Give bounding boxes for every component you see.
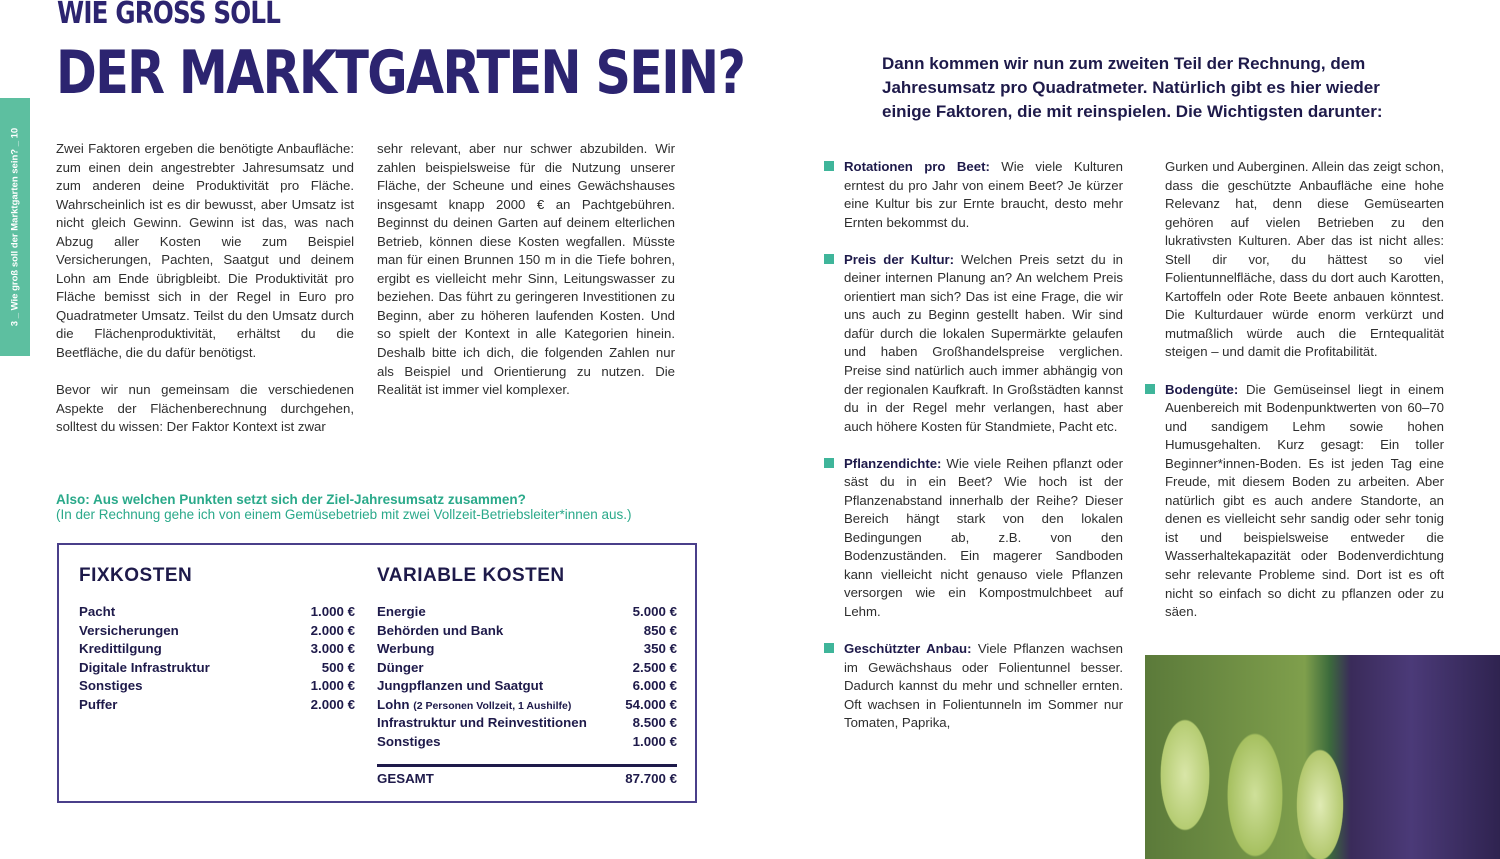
cost-value: 350 € bbox=[643, 641, 677, 656]
factor-term: Geschützter Anbau: bbox=[844, 641, 972, 657]
cost-value: 1.000 € bbox=[310, 678, 355, 693]
bullet-square-icon bbox=[824, 643, 834, 653]
cost-row bbox=[79, 623, 355, 642]
cost-row bbox=[79, 697, 355, 716]
cost-row bbox=[79, 604, 355, 623]
chapter-label: 3 _ Wie groß soll der Marktgarten sein? _ 10 bbox=[9, 127, 21, 327]
factor-text: Welchen Preis setzt du in deiner internen Planung an? An welchem Preis orientiert man sich? Das ist eine Frage, die wir uns auch zu Beginn gestellt haben. Wir sind dafür durch die lokalen Supermärkte gelaufen und haben Großhandelspreise verglichen. Preise sind natürlich auch immer abhängig von der regionalen Kaufkraft. In Großstädten kannst du in der Regel mehr verlangen, hast aber auch höhere Kosten für Standmiete, Pacht etc. bbox=[844, 251, 1123, 434]
chapter-tab bbox=[0, 98, 30, 356]
corn-and-beans-photo bbox=[1145, 655, 1500, 859]
cost-label: Pacht bbox=[79, 604, 116, 619]
paragraph: sehr relevant, aber nur schwer abzubilden. Wir zahlen beispielsweise für die Nutzung unserer Fläche, der Scheune und eines Gewächshauses insgesamt knapp 2000 € an Pachtgebühren. Beginnst du deinen Garten auf deinem elterlichen Betrieb, können diese Kosten wegfallen. Müsste man für einen Brunnen 150 m in die Tiefe bohren, ergibt es vielleicht mehr Sinn, Leitungswasser zu beziehen. Das führt zu geringeren Investitionen zu Beginn, aber zu höheren laufenden Kosten. Und so spielt der Kontext in alle Kategorien hinein. Deshalb bitte ich dich, die folgenden Zahlen nur als Beispiel und Orientierung zu nutzen. Die Realität ist immer viel komplexer. bbox=[377, 141, 675, 398]
factor-item bbox=[844, 251, 1123, 436]
factor-term: Pflanzendichte: bbox=[844, 455, 942, 471]
cost-label: Digitale Infrastruktur bbox=[79, 659, 210, 675]
cost-row bbox=[377, 715, 677, 734]
cost-row bbox=[377, 641, 677, 660]
cost-row bbox=[377, 734, 677, 753]
cost-value: 1.000 € bbox=[632, 733, 677, 749]
cost-value: 2.500 € bbox=[632, 659, 677, 675]
bullet-square-icon bbox=[1145, 384, 1155, 394]
factor-term: Rotationen pro Beet: bbox=[844, 159, 990, 174]
bullet-square-icon bbox=[824, 254, 834, 264]
factor-term: Preis der Kultur: bbox=[844, 251, 955, 267]
cost-row bbox=[79, 641, 355, 660]
cost-label: Lohn (2 Personen Vollzeit, 1 Aushilfe) bbox=[377, 696, 572, 712]
cost-value: 54.000 € bbox=[625, 696, 677, 712]
title-kicker: WIE GROSS SOLL bbox=[57, 0, 281, 31]
factor-text: Wie viele Kulturen erntest du pro Jahr von einem Beet? Je kürzer eine Kultur bis zur Ernte braucht, desto mehr Ernten bekommst du. bbox=[844, 159, 1123, 230]
total-rule bbox=[377, 764, 677, 767]
total-label: GESAMT bbox=[377, 771, 434, 786]
cost-label: Sonstiges bbox=[79, 678, 143, 693]
factor-term: Bodengüte: bbox=[1165, 381, 1239, 397]
total-row bbox=[377, 771, 677, 790]
cost-label: Sonstiges bbox=[377, 733, 441, 749]
cost-row bbox=[377, 623, 677, 642]
factor-item bbox=[844, 640, 1123, 733]
cost-table bbox=[57, 543, 697, 803]
cost-label: Dünger bbox=[377, 659, 424, 675]
cost-value: 8.500 € bbox=[632, 715, 677, 730]
paragraph: Gurken und Auberginen. Allein das zeigt schon, dass die geschützte Anbaufläche eine hohe Relevanz hat, denn diese Gemüsearten gehören auf vielen Betrieben zu den lukrativsten Kulturen. Aber das ist nicht alles: Stell dir vor, du hättest so viel Folientunnelfläche, dass du dort auch Karotten, Kartoffeln oder Rote Beete anbauen könntest. Die Kulturdauer würde enorm verkürzt und mutmaßlich würde auch die Erntequalität steigen – und damit die Profitabilität. bbox=[1165, 159, 1444, 360]
intro-text: Dann kommen wir nun zum zweiten Teil der Rechnung, dem Jahresumsatz pro Quadratmeter. Natürlich gibt es hier wieder einige Faktoren, die mit reinspielen. Die Wichtigsten darunter: bbox=[882, 54, 1383, 121]
cost-value: 1.000 € bbox=[310, 604, 355, 619]
question-block bbox=[56, 492, 632, 522]
cost-value: 2.000 € bbox=[310, 696, 355, 712]
lohn-note: (2 Personen Vollzeit, 1 Aushilfe) bbox=[413, 699, 572, 712]
factor-item bbox=[844, 455, 1123, 622]
cost-row bbox=[79, 660, 355, 679]
factor-item bbox=[1165, 381, 1444, 622]
cost-value: 850 € bbox=[643, 622, 677, 638]
paragraph: Zwei Faktoren ergeben die benötigte Anbaufläche: zum einen dein angestrebter Jahresumsatz und zum anderen deine Produktivität pro Fläche. Wahrscheinlich ist es dir bewusst, aber Umsatz ist nicht gleich Gewinn. Gewinn ist das, was nach Abzug aller Kosten wie zum Beispiel Versicherungen, Pachten, Saatgut und deinem Lohn am Ende übrigbleibt. Die Produktivität pro Fläche bemisst sich in der Regel in Euro pro Quadratmeter Umsatz. Teilst du den Umsatz durch die Flächenproduktivität, erhältst du die Beetfläche, die du dafür benötigst. bbox=[56, 141, 354, 361]
page-title: DER MARKTGARTEN SEIN? bbox=[56, 38, 745, 108]
bullet-square-icon bbox=[824, 458, 834, 468]
paragraph: Bevor wir nun gemeinsam die verschiedenen Aspekte der Flächenberechnung durchgehen, solltest du wissen: Der Faktor Kontext ist zwar bbox=[56, 382, 354, 435]
factor-text: Wie viele Reihen pflanzt oder säst du in ein Beet? Wie hoch ist der Pflanzenabstand innerhalb der Reihe? Dieser Bereich hängt stark von den lokalen Bedingungen ab, z.B. von den Bodenzuständen. Ein magerer Sandboden kann vielleicht nicht genauso viele Pflanzen versorgen wie ein Kompostmulchbeet auf Lehm. bbox=[844, 455, 1123, 620]
cost-row bbox=[377, 678, 677, 697]
cost-label: Infrastruktur und Reinvestitionen bbox=[377, 715, 587, 730]
cost-label: Energie bbox=[377, 604, 426, 619]
cost-label: Puffer bbox=[79, 696, 118, 712]
cost-row bbox=[377, 604, 677, 623]
cost-row bbox=[79, 678, 355, 697]
cost-label: Versicherungen bbox=[79, 622, 179, 638]
variable-heading: VARIABLE KOSTEN bbox=[377, 565, 565, 586]
question-subtitle: (In der Rechnung gehe ich von einem Gemüsebetrieb mit zwei Vollzeit-Betriebsleiter*innen aus.) bbox=[56, 507, 632, 522]
question-title: Also: Aus welchen Punkten setzt sich der Ziel-Jahresumsatz zusammen? bbox=[56, 492, 526, 507]
right-column-1 bbox=[844, 158, 1123, 751]
cost-value: 500 € bbox=[321, 659, 355, 675]
fixkosten-heading: FIXKOSTEN bbox=[79, 565, 193, 586]
left-column-2 bbox=[377, 140, 675, 418]
cost-value: 6.000 € bbox=[632, 678, 677, 693]
left-column-1 bbox=[56, 140, 354, 455]
cost-label: Behörden und Bank bbox=[377, 622, 504, 638]
factor-text: Die Gemüseinsel liegt in einem Auenbereich mit Bodenpunktwerten von 60–70 und sandigem Lehm sowie hohen Humusgehalten. Kurz gesagt: Ein toller Beginner*innen-Boden. Es ist jeden Tag eine Freude, mit diesem Boden zu arbeiten. Aber natürlich gibt es auch andere Standorte, an denen es vielleicht sehr sandig oder sehr tonig ist und beispielsweise entweder die Wasserhaltekapazität oder Bodenverdichtung sehr relevante Probleme sind. Dort ist es oft nicht so einfach so dicht zu pflanzen oder zu säen. bbox=[1165, 381, 1444, 620]
cost-label: Kredittilgung bbox=[79, 641, 162, 656]
cost-label: Jungpflanzen und Saatgut bbox=[377, 678, 544, 693]
cost-value: 2.000 € bbox=[310, 622, 355, 638]
bullet-square-icon bbox=[824, 161, 834, 171]
cost-row bbox=[377, 660, 677, 679]
right-column-2 bbox=[1165, 158, 1444, 640]
cost-value: 3.000 € bbox=[310, 641, 355, 656]
total-value: 87.700 € bbox=[625, 771, 677, 786]
cost-value: 5.000 € bbox=[632, 604, 677, 619]
cost-label: Werbung bbox=[377, 641, 435, 656]
factor-item bbox=[844, 158, 1123, 232]
cost-row bbox=[377, 697, 677, 716]
factor-text: Viele Pflanzen wachsen im Gewächshaus oder Folientunnel besser. Dadurch kannst du mehr und schneller ernten. Oft wachsen in Folientunneln im Sommer nur Tomaten, Paprika, bbox=[844, 641, 1123, 731]
